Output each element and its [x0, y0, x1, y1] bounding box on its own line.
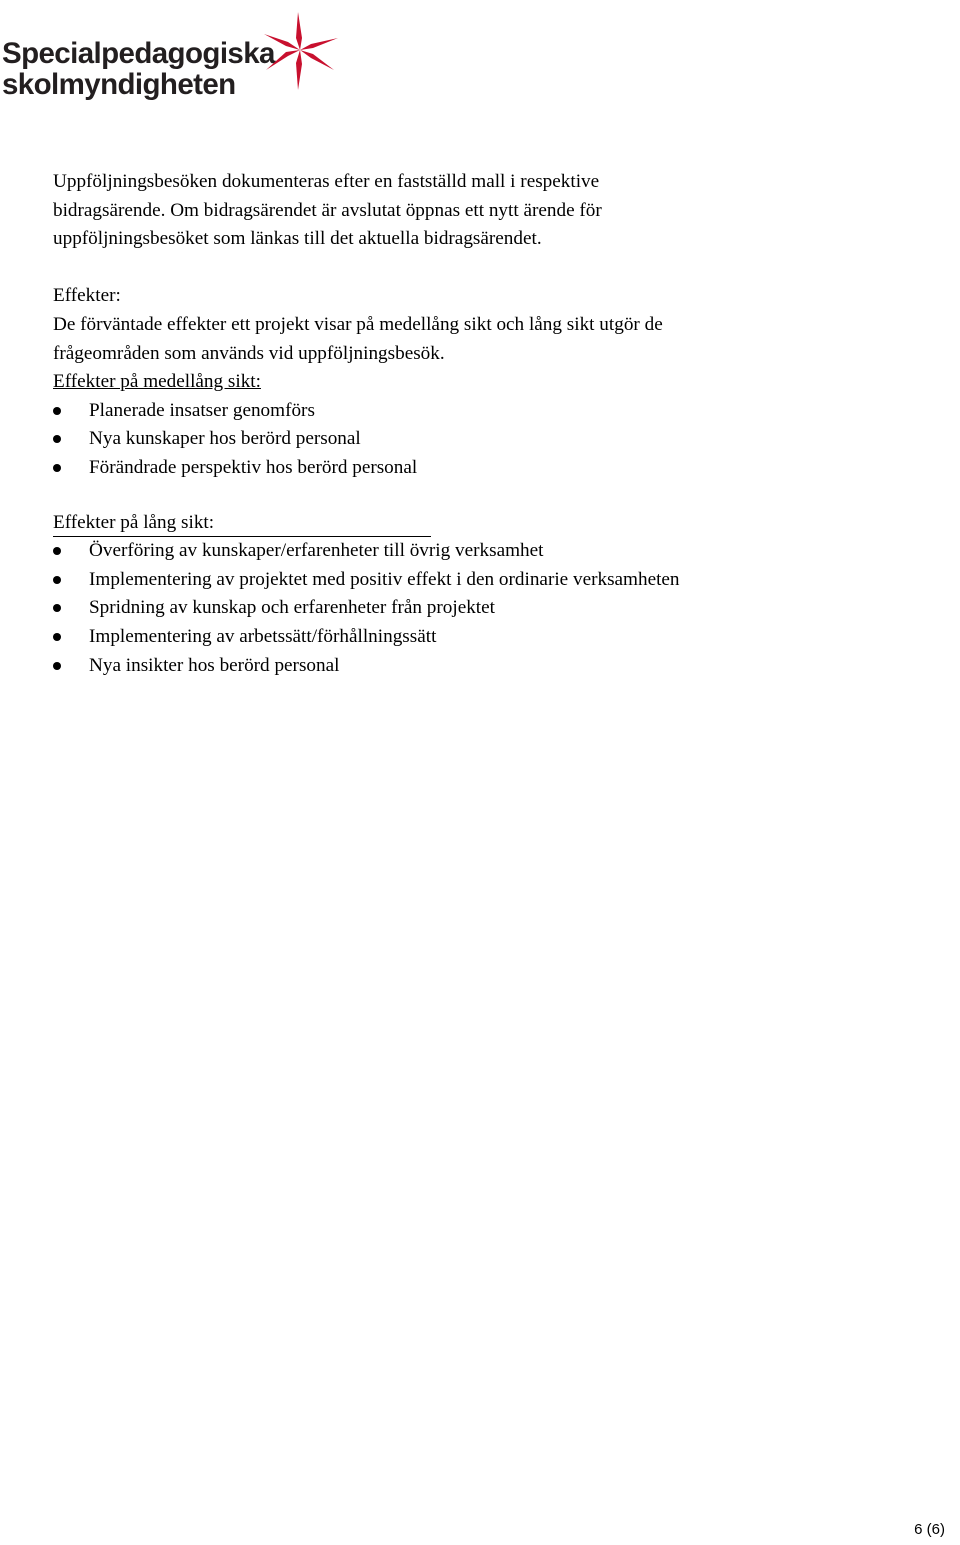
long-term-heading: Effekter på lång sikt: — [53, 509, 431, 537]
intro-paragraph — [53, 168, 933, 254]
list-item — [53, 397, 933, 426]
medium-term-list — [53, 397, 933, 483]
logo-wordmark — [2, 38, 275, 100]
intro-line: bidragsärende. Om bidragsärendet är avslutat öppnas ett nytt ärende för — [53, 199, 602, 221]
list-item-text: Spridning av kunskap och erfarenheter från projektet — [89, 597, 495, 619]
bullet-icon — [53, 407, 61, 415]
list-item — [53, 454, 933, 483]
intro-line: uppföljningsbesöket som länkas till det aktuella bidragsärendet. — [53, 228, 542, 250]
list-item-text: Överföring av kunskaper/erfarenheter till övrig verksamhet — [89, 540, 544, 562]
page-number: 6 (6) — [914, 1521, 945, 1538]
agency-logo — [2, 4, 342, 108]
intro-line: Uppföljningsbesöken dokumenteras efter en fastställd mall i respektive — [53, 171, 600, 192]
effects-text-line: De förväntade effekter ett projekt visar på medellång sikt och lång sikt utgör de — [53, 313, 663, 335]
list-item-text: Implementering av projektet med positiv effekt i den ordinarie verksamheten — [89, 568, 680, 590]
bullet-icon — [53, 464, 61, 472]
list-item-text: Implementering av arbetssätt/förhållningssätt — [89, 625, 437, 647]
list-item-text: Nya insikter hos berörd personal — [89, 654, 340, 676]
bullet-icon — [53, 576, 61, 584]
logo-line-1: Specialpedagogiska — [2, 37, 275, 70]
bullet-icon — [53, 435, 61, 443]
medium-term-heading: Effekter på medellång sikt: — [53, 371, 261, 393]
list-item — [53, 623, 933, 652]
list-item-text: Nya kunskaper hos berörd personal — [89, 428, 361, 450]
list-item-text: Planerade insatser genomförs — [89, 399, 315, 421]
bullet-icon — [53, 604, 61, 612]
list-item-text: Förändrade perspektiv hos berörd personal — [89, 456, 418, 478]
long-term-list — [53, 537, 933, 680]
list-item — [53, 566, 933, 595]
list-item — [53, 652, 933, 681]
bullet-icon — [53, 547, 61, 555]
list-item — [53, 537, 933, 566]
bullet-icon — [53, 633, 61, 641]
list-item — [53, 425, 933, 454]
list-item — [53, 594, 933, 623]
effects-text-line: frågeområden som används vid uppföljningsbesök. — [53, 342, 445, 364]
bullet-icon — [53, 662, 61, 670]
document-body — [53, 168, 933, 680]
effects-heading: Effekter: — [53, 285, 121, 307]
logo-line-2: skolmyndigheten — [2, 68, 236, 101]
star-logo-icon — [258, 8, 342, 92]
